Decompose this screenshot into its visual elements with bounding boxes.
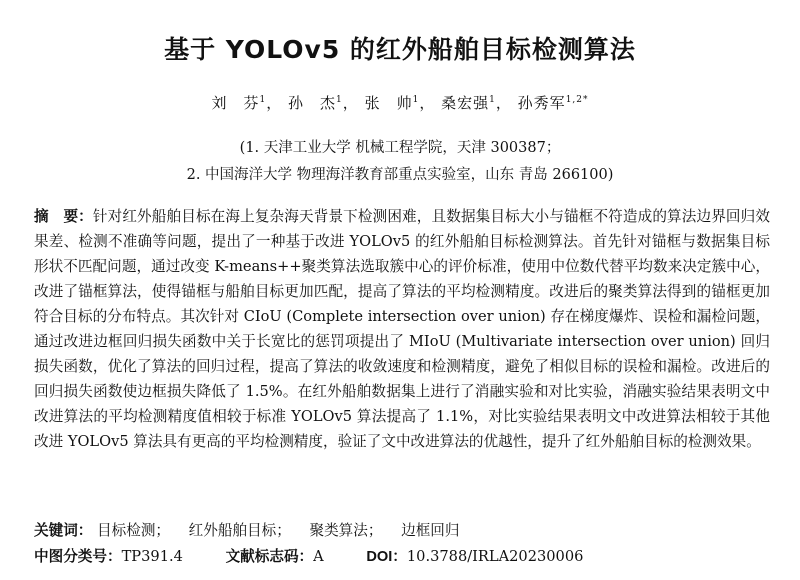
author: 张 帅$^1$ (364, 94, 420, 112)
abstract-text: 针对红外船舶目标在海上复杂海天背景下检测困难，且数据集目标大小与锚框不符造成的算法边界回归效果差、检测不准确等问题，提出了一种基于改进 YOLOv5 的红外船舶目标检测算法。首先针对锚框与数据集目标形状不匹配问题，通过改变 K-means++聚类算法选取簇中心的评价标准，使用中位数代替平均数来决定簇中心，改进了锚框算法，使得锚框与船舶目标更加匹配，提高了算法的平均检测精度。改进后的聚类算法得到的锚框更加符合目标的分布特点。其次针对 CIoU (Complete intersection over union) 存在梯度爆炸、误检和漏检问题，通过改进边框回归损失函数中关于长宽比的惩罚项提出了 MIoU (Multivariate intersection over union) 回归损失函数，优化了算法的回归过程，提高了算法的收敛速度和检测精度，避免了相似目标的误检和漏检。改进后的回归损失函数使边框损失降低了 1.5%。在红外船舶数据集上进行了消融实验和对比实验，消融实验结果表明文中改进算法的平均检测精度值相较于标准 YOLOv5 算法提高了 1.1%，对比实验结果表明文中改进算法相较于其他改进 YOLOv5 算法具有更高的平均检测精度，验证了文中改进算法的优越性，提升了红外船舶目标的检测效果。 (34, 208, 770, 450)
affiliation-1: (1. 天津工业大学 机械工程学院，天津 300387； (239, 140, 561, 156)
document-code: 文献标志码：A (225, 548, 324, 565)
keyword: 目标检测； (97, 522, 171, 539)
author-list: 刘 芬$^1$， 孙 杰$^1$， 张 帅$^1$， 桑宏强$^1$， 孙秀军$^{1,2*}$ (211, 94, 589, 112)
classification-number: 中图分类号：TP391.4 (34, 548, 183, 565)
keyword: 边框回归 (401, 522, 460, 539)
keywords-label: 关键词： (34, 522, 93, 539)
author: 孙秀军$^{1,2*}$ (517, 94, 589, 112)
author: 桑宏强$^1$ (441, 94, 496, 112)
article-meta (34, 545, 621, 566)
keywords (34, 519, 473, 540)
affiliation-2: 2. 中国海洋大学 物理海洋教育部重点实验室，山东 青岛 266100) (186, 167, 614, 183)
author: 刘 芬$^1$ (211, 94, 267, 112)
keyword: 红外船舶目标； (188, 522, 291, 539)
keyword: 聚类算法； (309, 522, 383, 539)
abstract (34, 204, 770, 454)
abstract-label: 摘 要： (34, 208, 93, 225)
author: 孙 杰$^1$ (288, 94, 343, 112)
doi: DOI：10.3788/IRLA20230006 (366, 548, 584, 565)
paper-title: 基于 YOLOv5 的红外船舶目标检测算法 (164, 35, 636, 64)
